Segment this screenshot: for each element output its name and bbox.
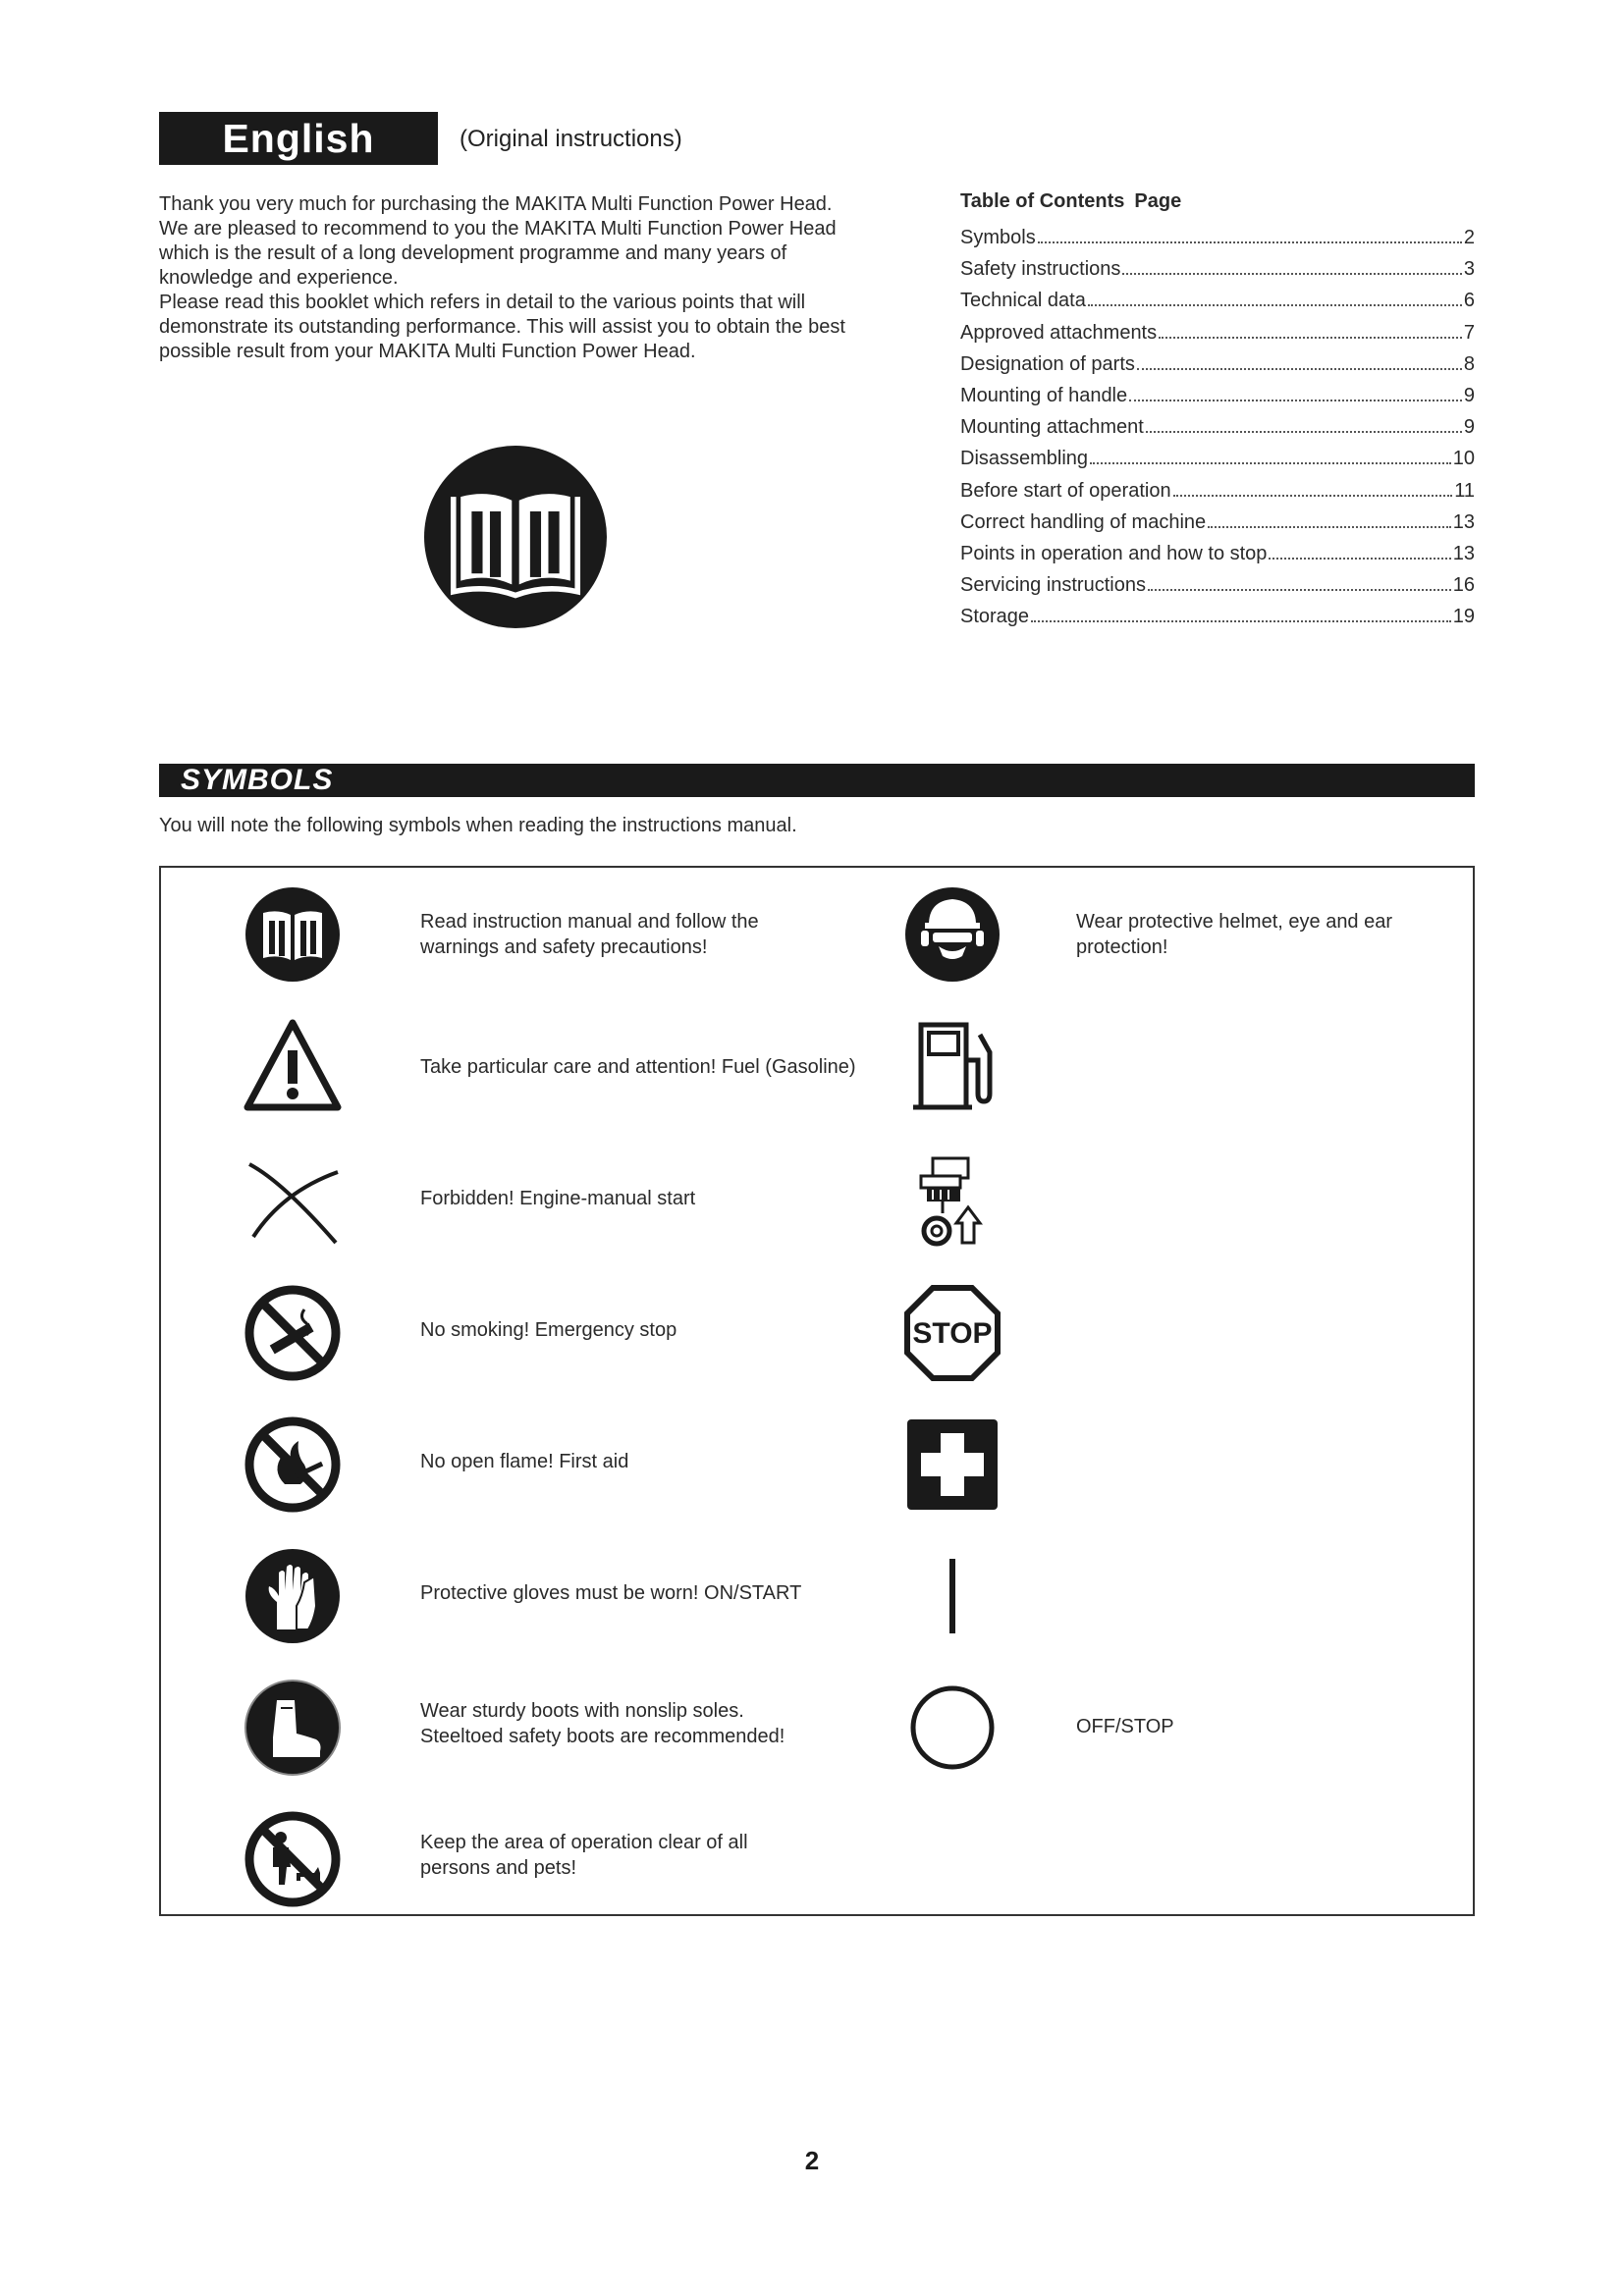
toc-item-points-in-operation[interactable] [960, 543, 1475, 574]
original-instructions-label: (Original instructions) [460, 126, 682, 152]
toc-item-safety-instructions[interactable] [960, 258, 1475, 290]
symbol-desc-boots [420, 1698, 785, 1749]
toc-item-page: 13 [1452, 510, 1475, 533]
forbidden-cross-icon [244, 1152, 342, 1251]
no-smoking-icon [244, 1284, 342, 1382]
toc-item-label: Servicing instructions [960, 574, 1146, 597]
toc-item-storage[interactable] [960, 606, 1475, 637]
symbols-heading: SYMBOLS [181, 764, 334, 796]
protective-gloves-icon [244, 1547, 342, 1645]
safety-boots-icon [244, 1679, 342, 1777]
toc-item-disassembling[interactable] [960, 448, 1475, 479]
symbol-desc-line: OFF/STOP [1076, 1716, 1174, 1737]
toc-item-designation-of-parts[interactable] [960, 353, 1475, 385]
symbol-desc-line: Read instruction manual and follow the [420, 911, 759, 933]
intro-line: We are pleased to recommend to you the MAKITA Multi Function Power Head [159, 218, 837, 240]
toc-item-approved-attachments[interactable] [960, 322, 1475, 353]
stop-sign-icon [903, 1284, 1001, 1382]
on-start-icon [903, 1547, 1001, 1645]
toc-item-page: 9 [1463, 384, 1475, 406]
toc-item-label: Symbols [960, 227, 1036, 248]
symbol-desc-no-smoking [420, 1317, 677, 1343]
symbol-desc-line: Keep the area of operation clear of all [420, 1832, 748, 1853]
symbol-desc-line: Forbidden! Engine-manual start [420, 1188, 696, 1209]
toc-item-label: Technical data [960, 290, 1086, 312]
warning-triangle-icon [244, 1017, 342, 1115]
symbol-desc-forbidden [420, 1186, 695, 1211]
intro-line: which is the result of a long development programme and many years of [159, 242, 787, 264]
intro-text [159, 192, 895, 364]
symbol-desc-gloves [420, 1580, 801, 1606]
toc-item-label: Safety instructions [960, 258, 1121, 281]
intro-line: Thank you very much for purchasing the MAKITA Multi Function Power Head. [159, 193, 833, 215]
read-manual-large-icon [424, 446, 607, 628]
toc-item-page: 8 [1463, 352, 1475, 375]
manual-start-icon [903, 1152, 1001, 1251]
toc-item-label: Correct handling of machine [960, 510, 1207, 533]
toc-item-page: 11 [1454, 479, 1475, 502]
keep-area-clear-icon [244, 1810, 342, 1908]
toc-item-page: 6 [1463, 290, 1475, 312]
symbols-heading-bar [159, 764, 1475, 797]
symbol-desc-helmet [1076, 909, 1392, 960]
toc-item-page: 7 [1463, 321, 1475, 344]
symbol-desc-line: warnings and safety precautions! [420, 936, 708, 958]
intro-line: possible result from your MAKITA Multi Function Power Head. [159, 341, 696, 362]
toc-item-page: 10 [1452, 448, 1475, 470]
read-manual-icon [244, 885, 342, 984]
symbols-table [159, 866, 1475, 1916]
toc-item-page: 16 [1452, 574, 1475, 597]
symbol-desc-keep-area-clear [420, 1830, 748, 1881]
intro-line: knowledge and experience. [159, 267, 399, 289]
symbol-desc-no-open-flame [420, 1449, 628, 1474]
stop-sign-text: STOP [912, 1317, 993, 1350]
toc-header [960, 190, 1475, 213]
symbol-desc-line: Steeltoed safety boots are recommended! [420, 1726, 785, 1747]
table-of-contents [960, 190, 1475, 637]
toc-item-label: Disassembling [960, 448, 1089, 470]
toc-item-label: Before start of operation [960, 479, 1171, 502]
toc-item-servicing[interactable] [960, 574, 1475, 606]
symbol-desc-line: Take particular care and attention! Fuel (Gasoline) [420, 1056, 856, 1078]
first-aid-icon [903, 1415, 1001, 1514]
off-stop-icon [903, 1679, 1001, 1777]
toc-item-label: Mounting of handle [960, 384, 1128, 406]
language-badge: English [159, 112, 438, 165]
symbol-desc-line: Wear protective helmet, eye and ear [1076, 911, 1393, 933]
intro-line: demonstrate its outstanding performance. This will assist you to obtain the best [159, 316, 845, 338]
toc-item-technical-data[interactable] [960, 290, 1475, 321]
toc-item-mounting-of-handle[interactable] [960, 385, 1475, 416]
symbol-desc-warning [420, 1054, 856, 1080]
toc-title: Table of Contents [960, 190, 1125, 212]
page-number: 2 [804, 2146, 820, 2175]
toc-item-before-start[interactable] [960, 480, 1475, 511]
symbol-desc-line: persons and pets! [420, 1857, 576, 1879]
toc-item-page: 9 [1463, 416, 1475, 439]
toc-item-label: Storage [960, 606, 1030, 628]
symbol-desc-line: Protective gloves must be worn! ON/START [420, 1582, 802, 1604]
toc-item-symbols[interactable] [960, 227, 1475, 258]
toc-item-mounting-attachment[interactable] [960, 416, 1475, 448]
toc-item-page: 13 [1452, 542, 1475, 564]
symbol-desc-line: protection! [1076, 936, 1168, 958]
toc-item-correct-handling[interactable] [960, 511, 1475, 543]
toc-page-header: Page [1134, 190, 1182, 212]
symbol-desc-off-stop [1076, 1714, 1174, 1739]
toc-item-label: Approved attachments [960, 321, 1158, 344]
toc-item-page: 2 [1463, 227, 1475, 248]
toc-item-page: 3 [1463, 258, 1475, 281]
toc-item-label: Points in operation and how to stop [960, 542, 1268, 564]
toc-item-page: 19 [1452, 606, 1475, 628]
helmet-eye-ear-protection-icon [903, 885, 1001, 984]
symbols-note: You will note the following symbols when reading the instructions manual. [159, 815, 797, 836]
toc-item-label: Mounting attachment [960, 416, 1144, 439]
fuel-pump-icon [903, 1017, 1001, 1115]
intro-line: Please read this booklet which refers in detail to the various points that will [159, 292, 806, 313]
symbol-desc-line: No open flame! First aid [420, 1451, 629, 1472]
toc-item-label: Designation of parts [960, 352, 1135, 375]
symbol-desc-read-manual [420, 909, 759, 960]
symbol-desc-line: No smoking! Emergency stop [420, 1319, 677, 1341]
no-open-flame-icon [244, 1415, 342, 1514]
symbol-desc-line: Wear sturdy boots with nonslip soles. [420, 1700, 744, 1722]
